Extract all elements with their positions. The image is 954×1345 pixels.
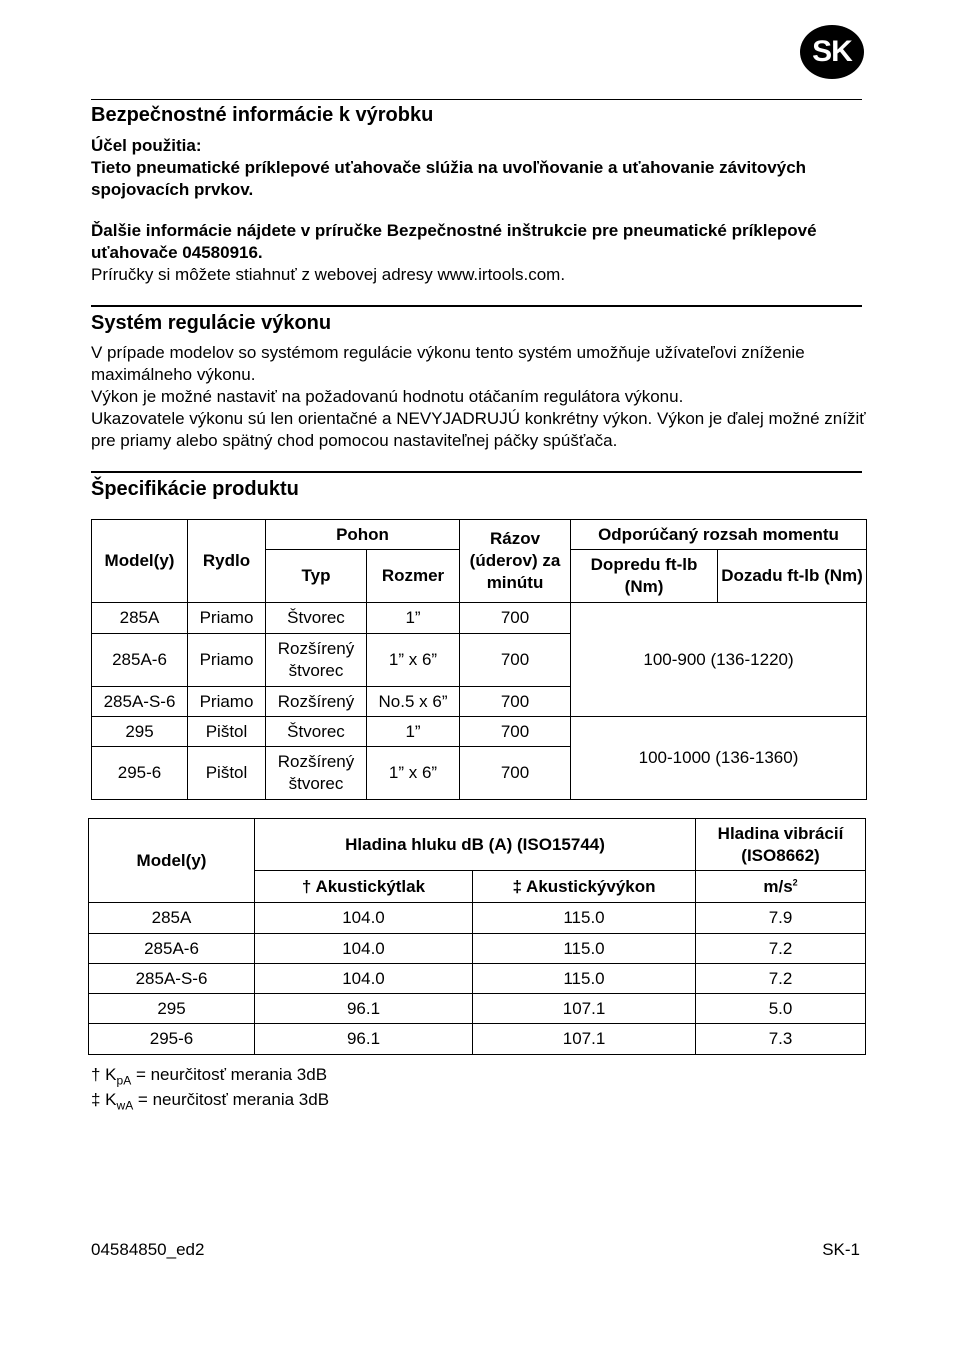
header-sound-power: ‡ Akustickývýkon (473, 871, 696, 903)
cell-torque-range: 100-1000 (136-1360) (571, 717, 867, 800)
header-unit (696, 871, 866, 903)
cell-handle: Priamo (188, 687, 266, 717)
divider (91, 99, 862, 100)
header-impacts: Rázov (úderov) za minútu (460, 520, 571, 603)
footnote (91, 1087, 329, 1112)
cell-power: 115.0 (473, 964, 696, 994)
noise-vibration-table (88, 818, 866, 1055)
header-vibration-level: Hladina vibrácií (ISO8662) (696, 819, 866, 871)
cell-type: Štvorec (266, 603, 367, 634)
section-product-safety (91, 103, 866, 286)
footnote-symbol: ‡ K (91, 1090, 117, 1109)
section-heading: Špecifikácie produktu (91, 478, 299, 500)
document-id: 04584850_ed2 (91, 1240, 205, 1259)
header-reverse: Dozadu ft-lb (Nm) (718, 550, 867, 603)
divider (91, 471, 862, 473)
cell-model: 285A-S-6 (92, 687, 188, 717)
more-info-text: Ďalšie informácie nájdete v príručke Bezpečnostné inštrukcie pre pneumatické príklepové uťahovače 04580916. (91, 221, 817, 262)
table-row (89, 903, 866, 934)
cell-pressure: 104.0 (255, 964, 473, 994)
table-row (89, 964, 866, 994)
cell-model: 295-6 (89, 1024, 255, 1055)
cell-model: 285A-6 (89, 934, 255, 964)
paragraph: Výkon je možné nastaviť na požadovanú hodnotu otáčaním regulátora výkonu. (91, 387, 684, 406)
cell-size: 1” x 6” (367, 634, 460, 687)
cell-model: 285A-S-6 (89, 964, 255, 994)
cell-handle: Priamo (188, 603, 266, 634)
cell-size: 1” (367, 603, 460, 634)
cell-model: 285A (92, 603, 188, 634)
cell-pressure: 96.1 (255, 1024, 473, 1055)
header-noise-level: Hladina hluku dB (A) (ISO15744) (255, 819, 696, 871)
cell-vibration: 7.9 (696, 903, 866, 934)
cell-model: 295 (92, 717, 188, 747)
cell-pressure: 96.1 (255, 994, 473, 1024)
header-sound-pressure: † Akustickýtlak (255, 871, 473, 903)
cell-type: Rozšírený štvorec (266, 634, 367, 687)
cell-handle: Priamo (188, 634, 266, 687)
section-power-regulation (91, 311, 866, 452)
cell-vibration: 7.2 (696, 964, 866, 994)
cell-size: No.5 x 6” (367, 687, 460, 717)
table-row (89, 1024, 866, 1055)
cell-type: Rozšírený štvorec (266, 747, 367, 800)
cell-type: Rozšírený (266, 687, 367, 717)
purpose-text: Tieto pneumatické príklepové uťahovače slúžia na uvoľňovanie a uťahovanie závitových spojovacích prvkov. (91, 158, 807, 199)
cell-vibration: 5.0 (696, 994, 866, 1024)
cell-power: 115.0 (473, 934, 696, 964)
cell-impacts: 700 (460, 747, 571, 800)
footnote-subscript: wA (116, 1098, 134, 1113)
table-row (92, 717, 867, 747)
cell-impacts: 700 (460, 687, 571, 717)
footnote-text: = neurčitosť merania 3dB (133, 1090, 330, 1109)
footnote-text: = neurčitosť merania 3dB (131, 1065, 328, 1084)
section-specifications (91, 477, 866, 501)
header-handle: Rydlo (188, 520, 266, 603)
paragraph: Ukazovatele výkonu sú len orientačné a NEVYJADRUJÚ konkrétny výkon. Výkon je ďalej možné znížiť pre priamy alebo spätný chod pomocou nastaviteľnej páčky spúšťača. (91, 409, 866, 450)
cell-power: 115.0 (473, 903, 696, 934)
cell-size: 1” x 6” (367, 747, 460, 800)
language-badge: SK (800, 25, 864, 79)
header-model: Model(y) (92, 520, 188, 603)
cell-type: Štvorec (266, 717, 367, 747)
header-model: Model(y) (89, 819, 255, 903)
cell-pressure: 104.0 (255, 934, 473, 964)
header-torque: Odporúčaný rozsah momentu (571, 520, 867, 550)
header-forward: Dopredu ft-lb (Nm) (571, 550, 718, 603)
cell-vibration: 7.3 (696, 1024, 866, 1055)
page-number: SK-1 (822, 1240, 860, 1259)
unit-text: m/s (763, 876, 793, 896)
table-row (89, 994, 866, 1024)
cell-handle: Pištol (188, 747, 266, 800)
unit-exponent: 2 (792, 876, 798, 887)
cell-pressure: 104.0 (255, 903, 473, 934)
section-heading: Bezpečnostné informácie k výrobku (91, 104, 434, 126)
header-size: Rozmer (367, 550, 460, 603)
header-drive: Pohon (266, 520, 460, 550)
footnote-subscript: pA (116, 1073, 132, 1088)
cell-size: 1” (367, 717, 460, 747)
paragraph: V prípade modelov so systémom regulácie výkonu tento systém umožňuje užívateľovi zníženie maximálneho výkonu. (91, 343, 805, 384)
cell-power: 107.1 (473, 1024, 696, 1055)
footnote (91, 1062, 329, 1087)
table-row (92, 603, 867, 634)
cell-impacts: 700 (460, 634, 571, 687)
cell-model: 295 (89, 994, 255, 1024)
footnotes (91, 1062, 329, 1112)
cell-impacts: 700 (460, 717, 571, 747)
footnote-symbol: † K (91, 1065, 117, 1084)
section-heading: Systém regulácie výkonu (91, 312, 332, 334)
spec-table (91, 519, 867, 800)
divider (91, 305, 862, 307)
header-type: Typ (266, 550, 367, 603)
cell-model: 295-6 (92, 747, 188, 800)
cell-impacts: 700 (460, 603, 571, 634)
purpose-label: Účel použitia: (91, 136, 202, 155)
cell-vibration: 7.2 (696, 934, 866, 964)
cell-model: 285A (89, 903, 255, 934)
cell-handle: Pištol (188, 717, 266, 747)
cell-model: 285A-6 (92, 634, 188, 687)
table-row (89, 934, 866, 964)
cell-torque-range: 100-900 (136-1220) (571, 603, 867, 717)
download-text: Príručky si môžete stiahnuť z webovej adresy www.irtools.com. (91, 265, 566, 284)
cell-power: 107.1 (473, 994, 696, 1024)
